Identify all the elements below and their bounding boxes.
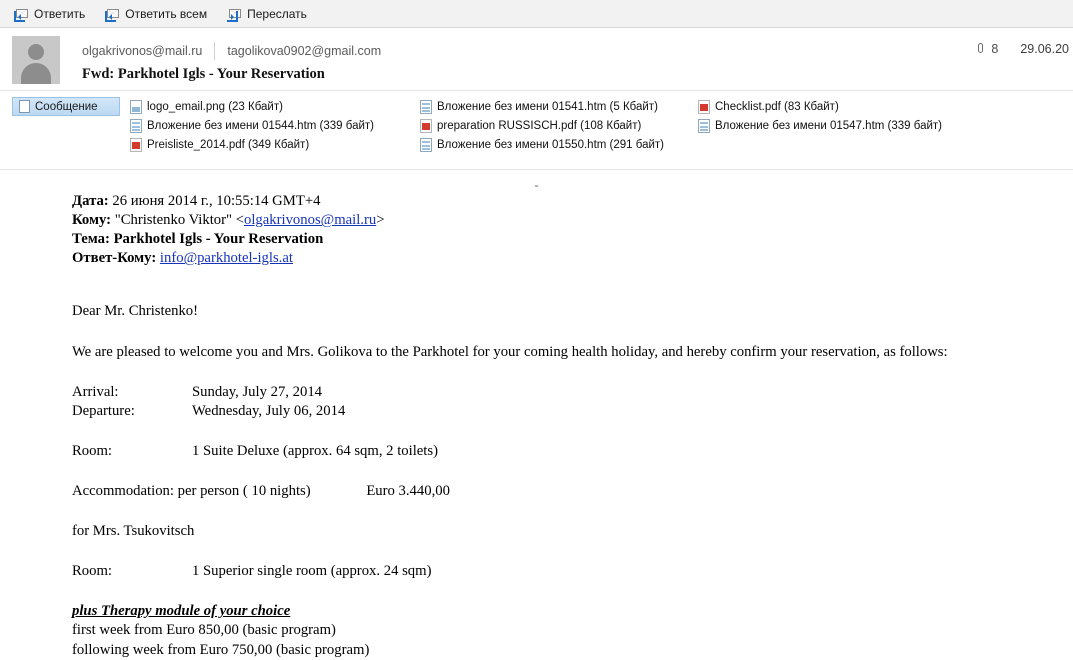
attachment-item[interactable]: [698, 97, 968, 116]
document-icon: [19, 100, 30, 113]
accommodation-label: Accommodation:: [72, 482, 174, 499]
attachment-item[interactable]: [698, 116, 968, 135]
forwarded-date-label: Дата:: [72, 193, 109, 209]
reply-icon: [14, 7, 29, 20]
attachment-name: Вложение без имени 01544.htm (339 байт): [147, 119, 374, 132]
attachment-name: logo_email.png (23 Кбайт): [147, 100, 283, 113]
attachment-item[interactable]: [420, 135, 678, 154]
attachment-name: Вложение без имени 01547.htm (339 байт): [715, 119, 942, 132]
therapy-title: plus Therapy module of your choice: [72, 603, 291, 620]
attachments-panel: [0, 90, 1073, 169]
attachment-column-3: [698, 97, 968, 154]
attachment-item[interactable]: [420, 116, 678, 135]
arrival-departure-block: [72, 383, 1065, 421]
forwarded-headers: [0, 192, 1073, 268]
forwarded-to-email-link[interactable]: olgakrivonos@mail.ru: [243, 212, 377, 229]
attachment-name: Вложение без имени 01550.htm (291 байт): [437, 138, 664, 151]
recipient-address[interactable]: tagolikova0902@gmail.com: [227, 44, 382, 58]
attachment-name: Preisliste_2014.pdf (349 Кбайт): [147, 138, 310, 151]
attachment-name: Checklist.pdf (83 Кбайт): [715, 100, 839, 113]
attachment-item[interactable]: [420, 97, 678, 116]
attachment-column-2: [420, 97, 678, 154]
accommodation-value: per person ( 10 nights): [177, 482, 311, 499]
avatar: [12, 36, 60, 84]
forwarded-subject-row: [72, 230, 1073, 249]
room-two-row: [72, 562, 1065, 581]
forward-icon: [227, 7, 242, 20]
attachment-item[interactable]: [130, 135, 400, 154]
forwarded-divider: -: [534, 178, 539, 192]
accommodation-row: [72, 482, 1065, 501]
attachment-name: Вложение без имени 01541.htm (5 Кбайт): [437, 100, 658, 113]
header-meta: [976, 42, 1073, 56]
header-addresses: [82, 42, 381, 60]
message-header: [0, 28, 1073, 90]
message-subject: Fwd: Parkhotel Igls - Your Reservation: [82, 66, 325, 82]
forwarded-replyto-row: [72, 249, 1073, 268]
reply-all-button[interactable]: [105, 7, 207, 21]
forwarded-replyto-link[interactable]: info@parkhotel-igls.at: [159, 250, 293, 267]
pdf-file-icon: [698, 100, 710, 114]
reply-label: Ответить: [34, 6, 86, 21]
room-one-value: 1 Suite Deluxe (approx. 64 sqm, 2 toilets): [192, 442, 438, 459]
attachment-name: preparation RUSSISCH.pdf (108 Кбайт): [437, 119, 642, 132]
arrival-label: Arrival:: [72, 383, 119, 400]
htm-file-icon: [420, 100, 432, 114]
forwarded-to-prefix: "Christenko Viktor" <: [114, 212, 244, 229]
forward-label: Переслать: [247, 6, 307, 21]
departure-label: Departure:: [72, 402, 135, 419]
htm-file-icon: [420, 138, 432, 152]
therapy-block: [72, 602, 1065, 659]
therapy-following-week: following week from Euro 750,00 (basic program): [72, 641, 370, 658]
greeting-paragraph: Dear Mr. Christenko!: [72, 303, 199, 320]
therapy-first-week: first week from Euro 850,00 (basic program): [72, 622, 336, 639]
reply-button[interactable]: [14, 7, 85, 21]
pdf-file-icon: [130, 138, 142, 152]
intro-paragraph: We are pleased to welcome you and Mrs. Golikova to the Parkhotel for your coming health holiday, and hereby confirm your reservation, as follows:: [72, 343, 948, 360]
sender-address[interactable]: olgakrivonos@mail.ru: [82, 44, 203, 58]
reply-all-label: Ответить всем: [125, 6, 208, 21]
attachment-columns: [130, 97, 1073, 154]
forwarded-date-row: [72, 192, 1073, 211]
attachment-item[interactable]: [130, 97, 400, 116]
attachment-item[interactable]: [130, 116, 400, 135]
accommodation-price: Euro 3.440,00: [366, 482, 450, 499]
forwarded-to-row: [72, 211, 1073, 230]
htm-file-icon: [698, 119, 710, 133]
second-guest-row: for Mrs. Tsukovitsch: [72, 523, 195, 540]
image-file-icon: [130, 100, 142, 114]
message-tab-label: Сообщение: [35, 100, 98, 113]
forwarded-subject-label: Тема:: [72, 231, 110, 248]
forwarded-date-value: 26 июня 2014 г., 10:55:14 GMT+4: [112, 193, 321, 209]
forwarded-to-suffix: >: [376, 212, 385, 229]
forward-button[interactable]: [227, 7, 307, 21]
reply-all-icon: [105, 7, 120, 20]
room-one-row: [72, 442, 1065, 461]
htm-file-icon: [130, 119, 142, 133]
mail-toolbar: [0, 0, 1073, 28]
message-text: [0, 302, 1073, 659]
paperclip-icon: [976, 42, 986, 56]
attachment-count: 8: [991, 42, 999, 56]
forwarded-replyto-label: Ответ-Кому:: [72, 250, 157, 267]
pdf-file-icon: [420, 119, 432, 133]
address-divider: [214, 42, 215, 60]
room-two-label: Room:: [72, 563, 112, 580]
message-date: 29.06.20: [1020, 42, 1069, 56]
departure-value: Wednesday, July 06, 2014: [192, 402, 346, 419]
room-one-label: Room:: [72, 442, 112, 459]
forwarded-to-label: Кому:: [72, 212, 112, 229]
message-tab[interactable]: [12, 97, 120, 116]
forwarded-subject-value: Parkhotel Igls - Your Reservation: [113, 231, 324, 248]
attachment-column-1: [130, 97, 400, 154]
message-body: [0, 169, 1073, 660]
arrival-value: Sunday, July 27, 2014: [192, 383, 323, 400]
room-two-value: 1 Superior single room (approx. 24 sqm): [192, 563, 432, 580]
